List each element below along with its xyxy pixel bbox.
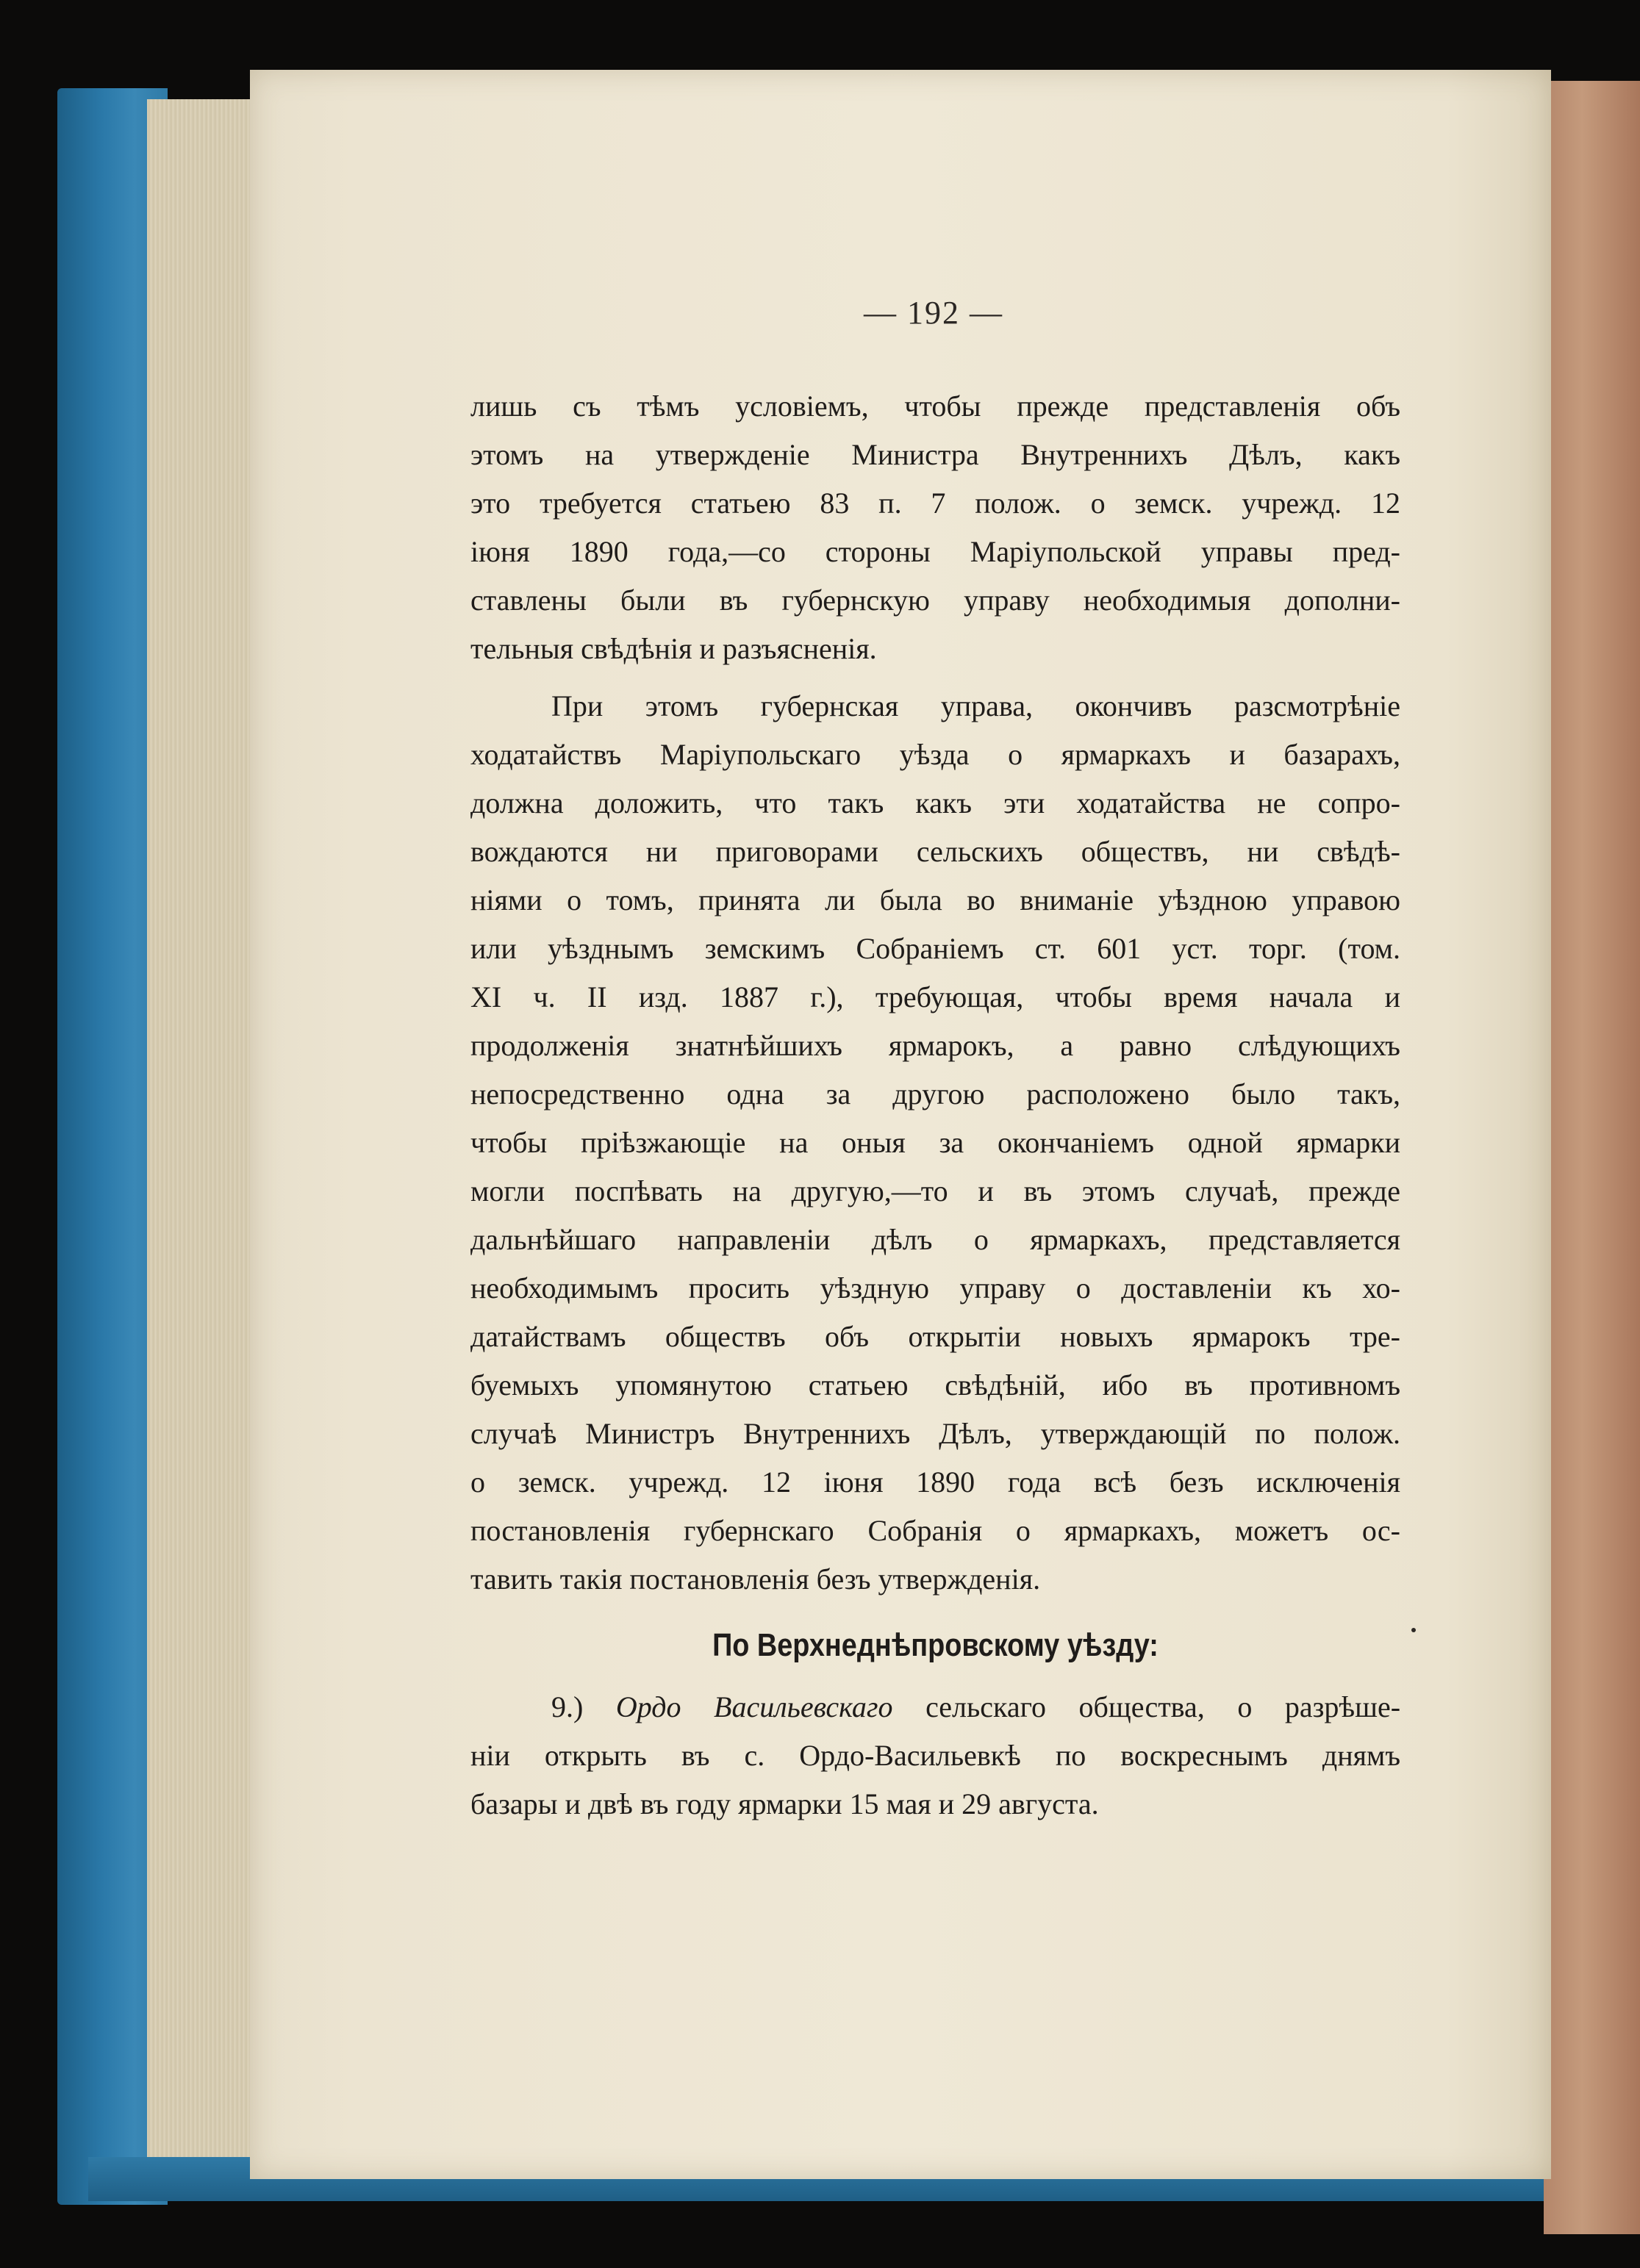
text-line: необходимымъ просить уѣздную управу о доставленіи къ хо- [470,1271,1400,1305]
text-line: XI ч. II изд. 1887 г.), требующая, чтобы время начала и [470,980,1400,1013]
text-line: тельныя свѣдѣнія и разъясненія. [470,632,877,665]
text-line: непосредственно одна за другою расположено было такъ, [470,1077,1400,1110]
text-line: іюня 1890 года,—со стороны Маріупольской управы пред- [470,535,1400,568]
item-9 [470,1683,1400,1829]
page-text [470,382,1400,1829]
text-line: или уѣзднымъ земскимъ Собраніемъ ст. 601 уст. торг. (том. [470,932,1400,965]
paragraph-1 [470,382,1400,673]
book-cover-right [1544,81,1640,2234]
text-line: тавить такія постановленія безъ утвержденія. [470,1562,1041,1596]
text-line: чтобы пріѣзжающіе на оныя за окончаніемъ одной ярмарки [470,1126,1400,1159]
text-line: базары и двѣ въ году ярмарки 15 мая и 29 августа. [470,1787,1099,1820]
text-line: ніями о томъ, принята ли была во вниманіе уѣздною управою [470,883,1400,916]
text-line: лишь съ тѣмъ условіемъ, чтобы прежде представленія объ [470,390,1400,423]
text-line: должна доложить, что такъ какъ эти ходатайства не сопро- [470,786,1400,819]
ink-speck [1411,1628,1416,1632]
text-line: ходатайствъ Маріупольскаго уѣзда о ярмаркахъ и базарахъ, [470,738,1400,771]
text-line: ніи открыть въ с. Ордо-Васильевкѣ по воскреснымъ днямъ [470,1739,1400,1772]
text-line: дальнѣйшаго направленіи дѣлъ о ярмаркахъ, представляется [470,1223,1400,1256]
text-line: буемыхъ упомянутою статьею свѣдѣній, ибо въ противномъ [470,1368,1400,1402]
page-number: — 192 — [864,295,1003,331]
text-line: ставлены были въ губернскую управу необходимыя дополни- [470,584,1400,617]
text-line: постановленія губернскаго Собранія о ярмаркахъ, можетъ ос- [470,1514,1400,1547]
text-line: о земск. учрежд. 12 іюня 1890 года всѣ безъ исключенія [470,1465,1400,1499]
text-line: При этомъ губернская управа, окончивъ разсмотрѣніе [551,689,1400,722]
text-line: этомъ на утвержденіе Министра Внутреннихъ Дѣлъ, какъ [470,438,1400,471]
page-edges [147,99,257,2186]
item-text: сельскаго общества, о разрѣше- [925,1690,1401,1723]
text-line [470,1683,1400,1731]
text-line: вождаются ни приговорами сельскихъ обществъ, ни свѣдѣ- [470,835,1400,868]
text-line: могли поспѣвать на другую,—то и въ этомъ случаѣ, прежде [470,1174,1400,1207]
item-number: 9.) [551,1690,584,1723]
text-line: продолженія знатнѣйшихъ ярмарокъ, а равно слѣдующихъ [470,1029,1400,1062]
text-line: датайствамъ обществъ объ открытіи новыхъ ярмарокъ тре- [470,1320,1400,1353]
paragraph-2 [470,682,1400,1604]
text-line: случаѣ Министръ Внутреннихъ Дѣлъ, утверждающій по полож. [470,1417,1400,1450]
text-line: это требуется статьею 83 п. 7 полож. о земск. учрежд. 12 [470,487,1400,520]
community-name: Ордо Васильевскаго [615,1690,893,1723]
section-heading: По Верхнеднѣпровскому уѣзду: [712,1627,1159,1663]
